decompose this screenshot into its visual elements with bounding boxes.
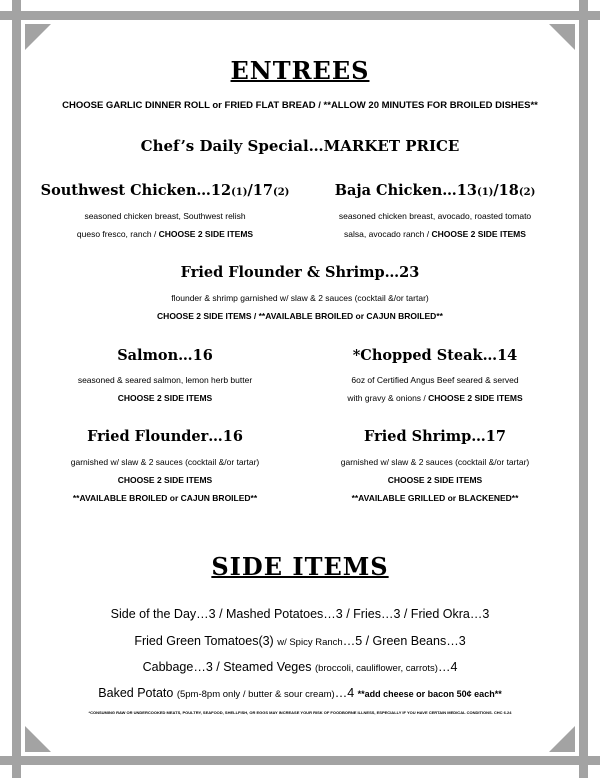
southwest-chicken-desc-2: queso fresco, ranch / CHOOSE 2 SIDE ITEMS [76,229,254,239]
fried-shrimp-desc-1: garnished w/ slaw & 2 sauces (cocktail &/or tartar) [340,457,530,467]
southwest-chicken-title: Southwest Chicken…12(1)/17(2) [40,182,290,199]
frame-top-bar [0,11,600,20]
frame-corner-bottom-right [549,726,575,752]
chopped-steak-desc-1: 6oz of Certified Angus Beef seared & served [351,375,519,385]
fried-shrimp-desc-3: **AVAILABLE GRILLED or BLACKENED** [351,493,519,503]
side-items-row-1: Side of the Day…3 / Mashed Potatoes…3 / Fries…3 / Fried Okra…3 [110,607,490,621]
fried-flounder-desc-3: **AVAILABLE BROILED or CAJUN BROILED** [72,493,258,503]
salmon-title: Salmon…16 [117,347,213,364]
frame-corner-top-left [25,24,51,50]
salmon-desc-2: CHOOSE 2 SIDE ITEMS [117,393,213,403]
chefs-special: Chef’s Daily Special…MARKET PRICE [140,137,460,155]
baja-chicken-desc-1: seasoned chicken breast, avocado, roasted tomato [338,211,532,221]
side-items-row-4: Baked Potato (5pm-8pm only / butter & sour cream)…4 **add cheese or bacon 50¢ each** [98,686,502,700]
entrees-note: CHOOSE GARLIC DINNER ROLL or FRIED FLAT BREAD / **ALLOW 20 MINUTES FOR BROILED DISHES** [62,100,538,111]
frame-corner-top-right [549,24,575,50]
baja-chicken-title: Baja Chicken…13(1)/18(2) [334,182,536,199]
fried-flounder-desc-1: garnished w/ slaw & 2 sauces (cocktail &/or tartar) [70,457,260,467]
fried-flounder-desc-2: CHOOSE 2 SIDE ITEMS [117,475,213,485]
southwest-chicken-desc-1: seasoned chicken breast, Southwest relish [84,211,246,221]
salmon-desc-1: seasoned & seared salmon, lemon herb butter [77,375,253,385]
chopped-steak-desc-2: with gravy & onions / CHOOSE 2 SIDE ITEMS [347,393,523,403]
flounder-shrimp-title: Fried Flounder & Shrimp…23 [180,264,420,281]
baja-chicken-desc-2: salsa, avocado ranch / CHOOSE 2 SIDE ITEMS [344,229,526,239]
fried-shrimp-desc-2: CHOOSE 2 SIDE ITEMS [387,475,483,485]
flounder-shrimp-desc-1: flounder & shrimp garnished w/ slaw & 2 sauces (cocktail &/or tartar) [171,293,429,303]
side-items-row-2: Fried Green Tomatoes(3) w/ Spicy Ranch…5 / Green Beans…3 [134,634,466,648]
flounder-shrimp-desc-2: CHOOSE 2 SIDE ITEMS / **AVAILABLE BROILED or CAJUN BROILED** [157,311,443,321]
frame-bottom-bar [0,756,600,765]
side-items-title: SIDE ITEMS [211,552,389,581]
side-items-row-3: Cabbage…3 / Steamed Veges (broccoli, cauliflower, carrots)…4 [142,660,458,674]
frame-corner-bottom-left [25,726,51,752]
entrees-title: ENTREES [230,56,370,85]
fried-flounder-title: Fried Flounder…16 [87,428,243,445]
chopped-steak-title: *Chopped Steak…14 [352,347,518,364]
fried-shrimp-title: Fried Shrimp…17 [364,428,506,445]
food-safety-disclaimer: *CONSUMING RAW OR UNDERCOOKED MEATS, POULTRY, SEAFOOD, SHELLFISH, OR EGGS MAY INCREASE YOUR RISK OF FOODBORNE ILLNESS, ESPECIALLY IF YOU HAVE CERTAIN MEDICAL CONDITIONS. CHC 6.24 [88,710,512,715]
